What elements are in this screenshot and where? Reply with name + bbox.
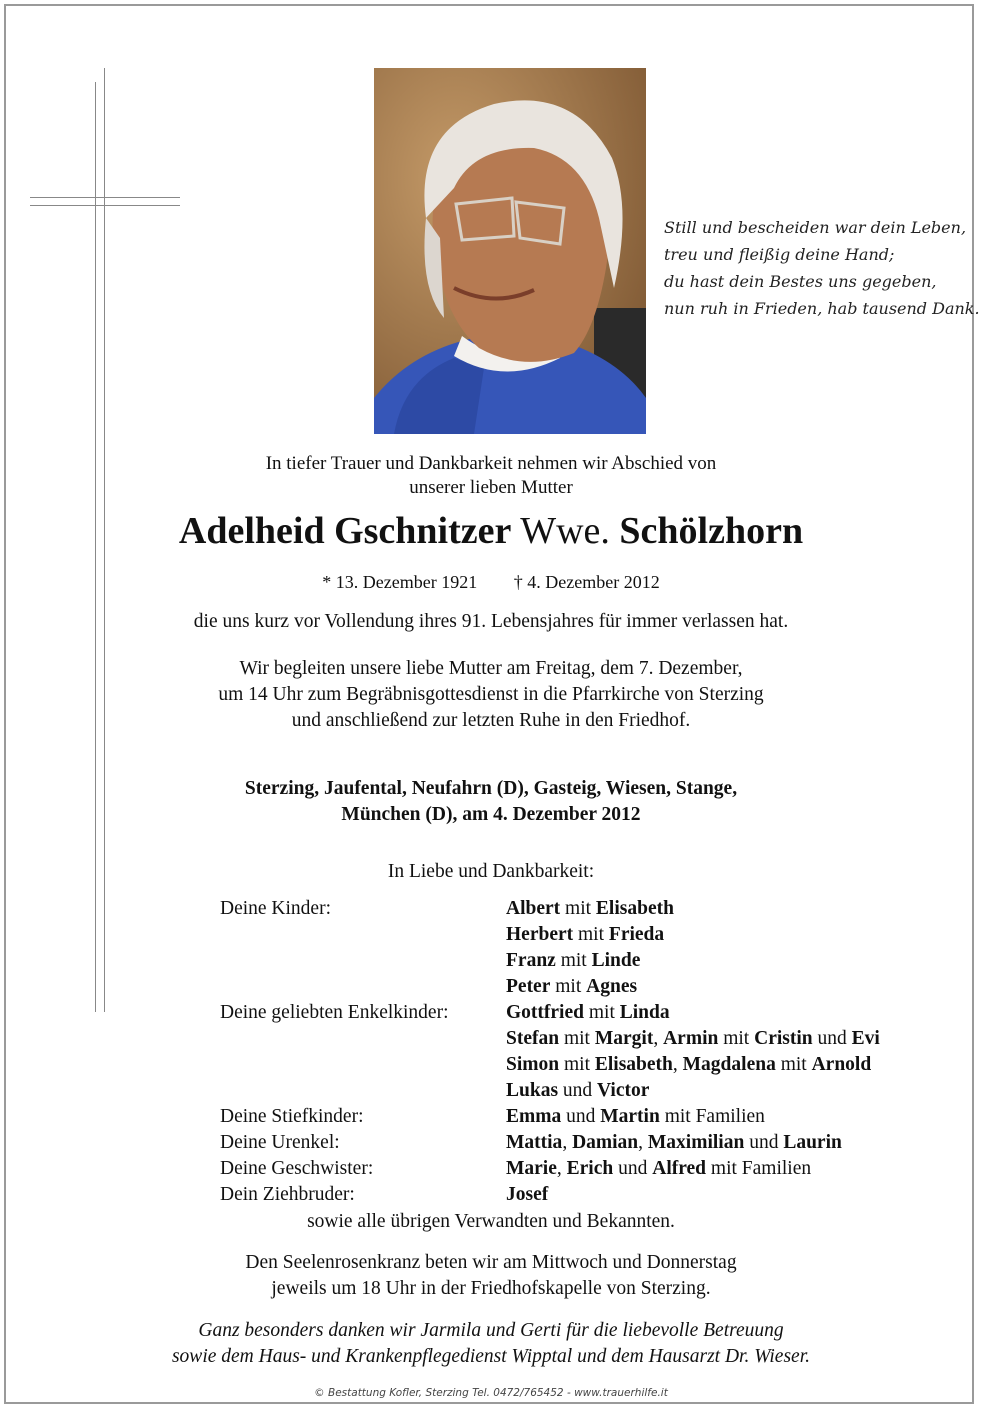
love-heading: In Liebe und Dankbarkeit:: [387, 861, 595, 882]
family-relation-label: Deine Kinder:: [220, 898, 332, 919]
family-member-name: Agnes: [586, 976, 638, 997]
family-member-name: Marie: [506, 1158, 557, 1179]
thanks-text: [0, 1318, 982, 1370]
family-member-name: Elisabeth: [595, 898, 674, 919]
family-members: [506, 948, 640, 974]
family-members: [506, 1052, 871, 1078]
passing-text: die uns kurz vor Vollendung ihres 91. Lebensjahres für immer verlassen hat.: [193, 611, 789, 632]
family-row: [220, 1182, 980, 1208]
family-connector: mit: [583, 1002, 620, 1023]
intro-text: [0, 452, 982, 500]
poem-line: nun ruh in Frieden, hab tausend Dank.: [664, 299, 980, 318]
family-member-name: Erich: [566, 1158, 614, 1179]
death-date: † 4. Dezember 2012: [513, 572, 660, 592]
family-member-name: Herbert: [506, 924, 574, 945]
others-text: sowie alle übrigen Verwandten und Bekannten.: [307, 1211, 675, 1232]
family-member-name: Elisabeth: [594, 1054, 673, 1075]
family-connector: mit Familien: [706, 1158, 812, 1179]
family-connector: mit: [573, 924, 609, 945]
family-row: [220, 1156, 980, 1182]
family-connector: und: [558, 1080, 598, 1101]
family-member-name: Magdalena: [682, 1054, 776, 1075]
family-connector: ,: [562, 1132, 573, 1153]
intro-line: In tiefer Trauer und Dankbarkeit nehmen wir Abschied von: [265, 453, 717, 474]
family-connector: mit: [718, 1028, 755, 1049]
family-row: [220, 1104, 980, 1130]
rosary-info: [0, 1250, 982, 1302]
name-last: Schölzhorn: [619, 510, 804, 552]
places-line: München (D), am 4. Dezember 2012: [341, 804, 641, 825]
deceased-name: [0, 506, 982, 556]
family-member-name: Victor: [597, 1080, 650, 1101]
family-member-name: Laurin: [783, 1132, 842, 1153]
family-row: [220, 1130, 980, 1156]
family-relation-label: Deine Stiefkinder:: [220, 1106, 364, 1127]
family-relation-label: Deine Geschwister:: [220, 1158, 374, 1179]
family-connector: mit: [555, 950, 592, 971]
family-member-name: Martin: [600, 1106, 660, 1127]
places-line: Sterzing, Jaufental, Neufahrn (D), Gasteig, Wiesen, Stange,: [244, 778, 738, 799]
family-connector: mit Familien: [659, 1106, 765, 1127]
family-relation-label: Dein Ziehbruder:: [220, 1184, 355, 1205]
family-connector: mit: [559, 1028, 595, 1049]
family-member-name: Armin: [663, 1028, 719, 1049]
family-members: [506, 1130, 842, 1156]
places-and-date: [0, 776, 982, 828]
family-members: [506, 1078, 649, 1104]
family-relation-label: Deine Urenkel:: [220, 1132, 340, 1153]
family-connector: mit: [559, 1054, 595, 1075]
family-member-name: Franz: [506, 950, 556, 971]
family-members: [506, 922, 664, 948]
family-member-name: Mattia: [506, 1132, 563, 1153]
family-connector: und: [613, 1158, 653, 1179]
family-member-name: Gottfried: [506, 1002, 584, 1023]
family-members: [506, 1182, 548, 1208]
family-connector: und: [812, 1028, 852, 1049]
portrait-photo: [374, 68, 646, 434]
funeral-line: und anschließend zur letzten Ruhe in den Friedhof.: [291, 710, 691, 731]
family-member-name: Cristin: [754, 1028, 813, 1049]
thanks-line: Ganz besonders danken wir Jarmila und Gerti für die liebevolle Betreuung: [198, 1320, 784, 1341]
family-member-name: Alfred: [652, 1158, 707, 1179]
family-members: [506, 896, 674, 922]
poem-line: du hast dein Bestes uns gegeben,: [664, 272, 937, 291]
family-list: [220, 896, 980, 1208]
name-middle: Wwe.: [520, 510, 610, 552]
family-connector: mit: [550, 976, 587, 997]
family-connector: ,: [672, 1054, 683, 1075]
family-member-name: Evi: [851, 1028, 880, 1049]
family-members: [506, 1104, 765, 1130]
family-member-name: Linde: [591, 950, 641, 971]
family-member-name: Lukas: [506, 1080, 559, 1101]
family-member-name: Emma: [506, 1106, 562, 1127]
footer-credit: © Bestattung Kofler, Sterzing Tel. 0472/765452 - www.trauerhilfe.it: [314, 1387, 668, 1399]
poem-line: Still und bescheiden war dein Leben,: [664, 218, 967, 237]
thanks-line: sowie dem Haus- und Krankenpflegedienst Wipptal und dem Hausarzt Dr. Wieser.: [171, 1346, 811, 1367]
family-member-name: Damian: [572, 1132, 639, 1153]
family-member-name: Simon: [506, 1054, 560, 1075]
family-member-name: Josef: [506, 1184, 549, 1205]
family-members: [506, 974, 637, 1000]
family-members: [506, 1156, 811, 1182]
family-row: [220, 896, 980, 922]
family-connector: ,: [653, 1028, 664, 1049]
family-row: [220, 1052, 980, 1078]
family-connector: und: [744, 1132, 784, 1153]
cross-symbol-horizontal-line: [30, 205, 180, 206]
birth-date: * 13. Dezember 1921: [322, 572, 478, 592]
family-row: [220, 1078, 980, 1104]
family-member-name: Linda: [619, 1002, 670, 1023]
funeral-info: [0, 656, 982, 734]
intro-line: unserer lieben Mutter: [409, 477, 573, 498]
family-member-name: Margit: [594, 1028, 654, 1049]
family-connector: ,: [638, 1132, 648, 1153]
family-row: [220, 922, 980, 948]
rosary-line: jeweils um 18 Uhr in der Friedhofskapelle von Sterzing.: [271, 1278, 711, 1299]
family-member-name: Peter: [506, 976, 551, 997]
family-member-name: Albert: [506, 898, 561, 919]
family-connector: ,: [556, 1158, 567, 1179]
family-row: [220, 948, 980, 974]
family-member-name: Arnold: [811, 1054, 872, 1075]
family-row: [220, 1026, 980, 1052]
cross-symbol-horizontal-line: [30, 197, 180, 198]
family-row: [220, 974, 980, 1000]
family-member-name: Frieda: [608, 924, 665, 945]
family-connector: mit: [560, 898, 596, 919]
rosary-line: Den Seelenrosenkranz beten wir am Mittwoch und Donnerstag: [245, 1252, 737, 1273]
family-connector: mit: [775, 1054, 812, 1075]
funeral-line: um 14 Uhr zum Begräbnisgottesdienst in die Pfarrkirche von Sterzing: [218, 684, 764, 705]
poem-line: treu und fleißig deine Hand;: [664, 245, 895, 264]
family-member-name: Maximilian: [647, 1132, 745, 1153]
funeral-line: Wir begleiten unsere liebe Mutter am Freitag, dem 7. Dezember,: [239, 658, 743, 679]
family-row: [220, 1000, 980, 1026]
memorial-poem: [664, 214, 980, 322]
family-members: [506, 1026, 880, 1052]
name-first: Adelheid Gschnitzer: [178, 510, 512, 552]
family-members: [506, 1000, 670, 1026]
family-connector: und: [561, 1106, 601, 1127]
family-relation-label: Deine geliebten Enkelkinder:: [220, 1002, 449, 1023]
family-member-name: Stefan: [506, 1028, 560, 1049]
life-dates: [0, 570, 982, 594]
